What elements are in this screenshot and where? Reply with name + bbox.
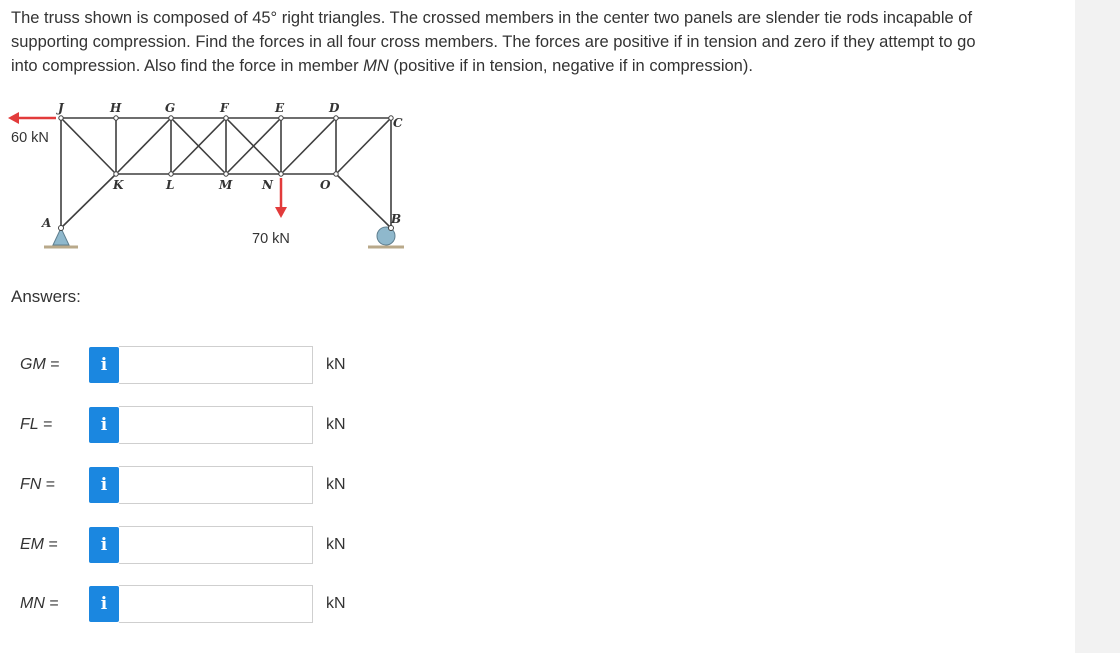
answer-input-gm[interactable] (119, 346, 313, 384)
joint-M (224, 172, 228, 176)
joint-L (169, 172, 173, 176)
label-C: C (393, 116, 403, 130)
load-labels (11, 130, 290, 247)
answer-unit-gm: kN (326, 356, 346, 373)
answer-eq-fn: = (41, 476, 56, 493)
answer-input-fn[interactable] (119, 466, 313, 504)
label-N: N (262, 178, 273, 192)
load-arrow-left (8, 112, 56, 124)
answer-unit-em: kN (326, 536, 346, 553)
problem-line-3-end: (positive if in tension, negative if in compression). (388, 57, 753, 75)
member-ND (281, 118, 336, 174)
info-icon[interactable]: i (89, 467, 119, 503)
answer-input-fl[interactable] (119, 406, 313, 444)
support-right-rocker (377, 226, 395, 246)
label-load-left: 60 kN (11, 130, 49, 146)
label-F: F (220, 101, 229, 115)
label-B: B (391, 212, 402, 226)
answer-label-gm (20, 356, 60, 374)
info-icon[interactable]: i (89, 347, 119, 383)
label-D: D (329, 101, 340, 115)
answer-eq-fl: = (38, 416, 53, 433)
answer-input-em[interactable] (119, 526, 313, 564)
answer-eq-mn: = (44, 595, 59, 612)
load-arrow-down (275, 178, 287, 218)
answer-row-fl (0, 406, 420, 444)
answer-row-mn (0, 585, 420, 623)
label-O: O (320, 178, 331, 192)
joint-O (334, 172, 338, 176)
member-KG (116, 118, 171, 174)
answer-member-fn: FN (20, 476, 42, 493)
joint-H (114, 116, 118, 120)
problem-line-2: supporting compression. Find the forces in all four cross members. The forces are positive if in tension and zero if they attempt to go (11, 33, 976, 51)
answer-member-mn: MN (20, 595, 45, 612)
answer-member-gm: GM (20, 356, 46, 373)
answer-label-fl (20, 416, 52, 434)
answer-member-fl: FL (20, 416, 39, 433)
answer-row-fn (0, 466, 420, 504)
truss-figure (6, 96, 410, 258)
answer-eq-gm: = (45, 356, 60, 373)
answer-unit-fn: kN (326, 476, 346, 493)
info-icon[interactable]: i (89, 586, 119, 622)
truss-diagram (6, 96, 410, 258)
label-J: J (58, 101, 64, 115)
answer-label-mn (20, 595, 59, 613)
label-K: K (113, 178, 124, 192)
answer-eq-em: = (44, 536, 58, 553)
answer-label-fn (20, 476, 55, 494)
right-knee-brace (336, 174, 391, 228)
joint-N (279, 172, 283, 176)
answer-input-mn[interactable] (119, 585, 313, 623)
joint-G (169, 116, 173, 120)
label-M: M (219, 178, 233, 192)
label-E: E (275, 101, 285, 115)
label-G: G (165, 101, 176, 115)
answer-unit-fl: kN (326, 416, 346, 433)
answer-member-em: EM (20, 536, 44, 553)
joint-F (224, 116, 228, 120)
page-right-gutter (1075, 0, 1120, 653)
problem-member-ref: MN (363, 57, 389, 75)
joint-E (279, 116, 283, 120)
member-OC (336, 118, 391, 174)
answer-row-gm (0, 346, 420, 384)
label-A: A (42, 216, 52, 230)
member-JK (61, 118, 116, 174)
answer-unit-mn: kN (326, 595, 346, 612)
problem-line-3 (11, 54, 1056, 78)
joint-K (114, 172, 118, 176)
label-L: L (166, 178, 175, 192)
answer-row-em (0, 526, 420, 564)
joint-D (334, 116, 338, 120)
problem-line-1: The truss shown is composed of 45° right triangles. The crossed members in the center two panels are slender tie rods incapable of (11, 9, 973, 27)
label-load-bottom: 70 kN (252, 231, 290, 247)
info-icon[interactable]: i (89, 407, 119, 443)
node-labels (41, 101, 403, 230)
problem-line-3-start: into compression. Also find the force in member (11, 57, 364, 75)
answers-heading: Answers: (11, 287, 81, 306)
answer-label-em (20, 536, 58, 554)
info-icon[interactable]: i (89, 527, 119, 563)
joint-J (59, 116, 63, 120)
support-left-pin (53, 226, 69, 246)
left-knee-brace (61, 174, 116, 228)
label-H: H (110, 101, 122, 115)
problem-statement (11, 6, 1056, 78)
